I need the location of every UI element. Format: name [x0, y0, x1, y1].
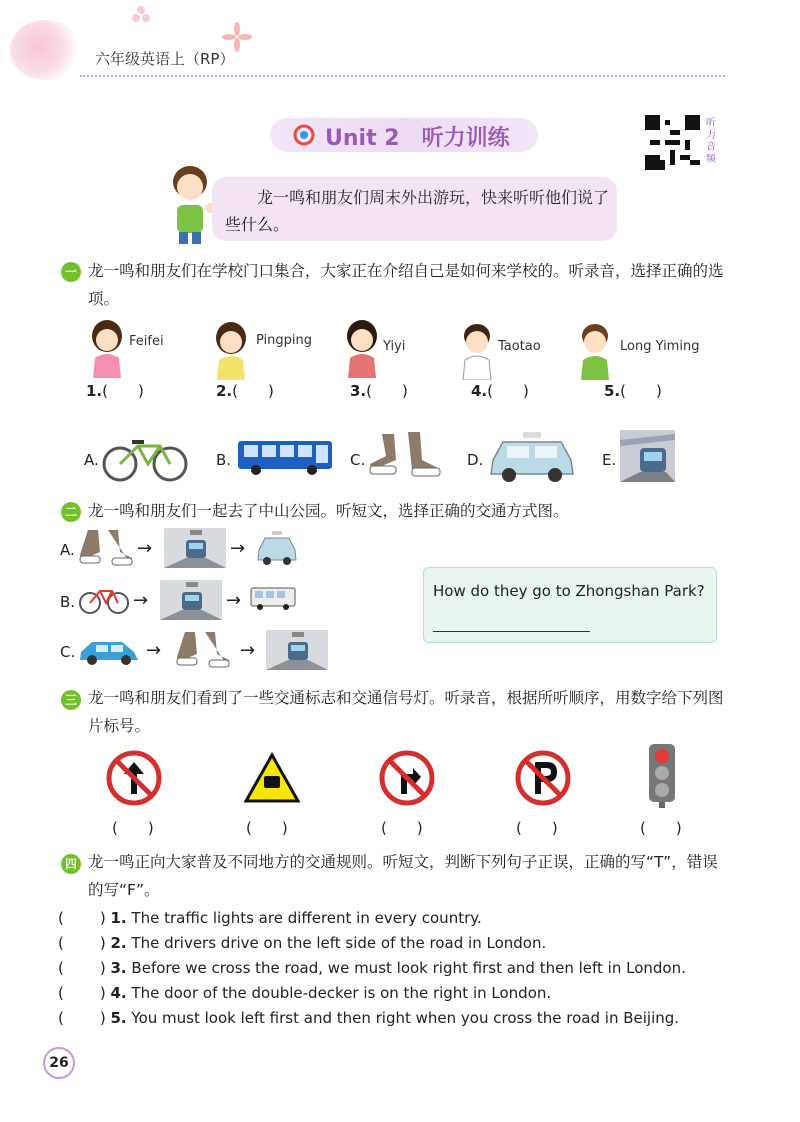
option-letter: E. [602, 451, 617, 469]
sign-answer-slot-2[interactable]: ( ) [246, 819, 288, 837]
option-letter: D. [467, 451, 484, 469]
no-right-turn-sign-icon [379, 750, 435, 806]
girl-pingping-icon [212, 320, 250, 380]
boy-longyiming-icon [576, 320, 614, 380]
person-name: Feifei [129, 334, 164, 349]
sign-answer-slot-4[interactable]: ( ) [516, 819, 558, 837]
arrow-right-icon: → [226, 590, 242, 611]
question-text: How do they go to Zhongshan Park? [433, 582, 705, 600]
section-1-instruction: 龙一鸣和朋友们在学校门口集合，大家正在介绍自己是如何来学校的。听录音，选择正确的选项。 [88, 262, 724, 308]
sign-answer-slot-5[interactable]: ( ) [640, 819, 682, 837]
taxi-icon [487, 430, 577, 484]
section-4-instruction: 龙一鸣正向大家普及不同地方的交通规则。听短文，判断下列句子正误，正确的写“T”，错误的写“F”。 [88, 853, 718, 899]
person-name: Taotao [498, 339, 541, 354]
walking-feet-icon [78, 528, 134, 568]
option-letter: B. [216, 451, 232, 469]
tf-answer-slot[interactable]: ( ) [58, 984, 106, 1002]
tf-answer-slot[interactable]: ( ) [58, 959, 106, 977]
headphones-icon [290, 124, 318, 146]
walking-feet-icon [368, 430, 443, 482]
car-icon [78, 634, 140, 666]
section-1-badge: 一 [61, 262, 81, 282]
page-number: 26 [43, 1047, 75, 1079]
boy-avatar-icon [163, 160, 218, 245]
walking-feet-icon [175, 630, 231, 670]
answer-line[interactable] [433, 631, 590, 632]
bus-icon [250, 586, 296, 612]
unit-title-cn: 听力训练 [421, 126, 510, 151]
subway-train-icon [160, 580, 222, 620]
sign-answer-slot-3[interactable]: ( ) [381, 819, 423, 837]
arrow-right-icon: → [240, 640, 256, 661]
tf-item-5: ( ) 5. You must look left first and then right when you cross the road in Beijing. [58, 1009, 680, 1027]
traffic-light-icon [643, 742, 681, 808]
section-2-badge: 二 [61, 502, 81, 522]
unit-title-en: Unit 2 [325, 126, 400, 151]
answer-slot-2[interactable]: 2.( ) [216, 382, 274, 400]
bicycle-icon [78, 583, 130, 615]
answer-slot-5[interactable]: 5.( ) [604, 382, 662, 400]
caution-sign-icon [244, 752, 300, 804]
tf-answer-slot[interactable]: ( ) [58, 1009, 106, 1027]
tf-item-4: ( ) 4. The door of the double-decker is on the right in London. [58, 984, 552, 1002]
arrow-right-icon: → [146, 640, 162, 661]
option-letter: A. [60, 541, 75, 559]
person-name: Pingping [256, 333, 313, 348]
answer-slot-4[interactable]: 4.( ) [471, 382, 529, 400]
taxi-icon [256, 530, 298, 566]
flower-icon [130, 4, 152, 26]
section-3-instruction: 龙一鸣和朋友们看到了一些交通标志和交通信号灯。听录音，根据所听顺序，用数字给下列图片标号。 [88, 689, 724, 735]
tf-answer-slot[interactable]: ( ) [58, 909, 106, 927]
boy-taotao-icon [458, 320, 496, 380]
option-letter: B. [60, 593, 76, 611]
tf-item-2: ( ) 2. The drivers drive on the left side of the road in London. [58, 934, 547, 952]
tf-item-3: ( ) 3. Before we cross the road, we must look right first and then left in London. [58, 959, 686, 977]
girl-feifei-icon [88, 318, 126, 378]
tf-answer-slot[interactable]: ( ) [58, 934, 106, 952]
header-divider [80, 75, 725, 77]
option-letter: A. [84, 451, 99, 469]
bus-icon [236, 437, 334, 477]
subway-train-icon [164, 528, 226, 568]
option-letter: C. [60, 643, 76, 661]
subway-train-icon [266, 630, 328, 670]
arrow-right-icon: → [133, 590, 149, 611]
bicycle-icon [100, 432, 190, 482]
intro-text: 龙一鸣和朋友们周末外出游玩，快来听听他们说了些什么。 [225, 188, 610, 234]
section-2-instruction: 龙一鸣和朋友们一起去了中山公园。听短文，选择正确的交通方式图。 [88, 502, 569, 520]
person-name: Yiyi [383, 339, 406, 354]
no-parking-sign-icon [515, 750, 571, 806]
answer-slot-1[interactable]: 1.( ) [86, 382, 144, 400]
section-3-badge: 三 [61, 690, 81, 710]
person-name: Long Yiming [620, 339, 700, 354]
book-title: 六年级英语上（RP） [95, 50, 235, 68]
sign-answer-slot-1[interactable]: ( ) [112, 819, 154, 837]
blossom-decoration [10, 20, 80, 80]
girl-yiyi-icon [343, 318, 381, 378]
option-letter: C. [350, 451, 366, 469]
no-straight-sign-icon [106, 750, 162, 806]
section-4-badge: 四 [61, 854, 81, 874]
arrow-right-icon: → [137, 538, 153, 559]
qr-label: 听力音频 [706, 118, 716, 165]
subway-train-icon [620, 430, 675, 482]
unit-title [325, 121, 510, 152]
arrow-right-icon: → [230, 538, 246, 559]
qr-code-icon[interactable] [645, 115, 700, 170]
answer-slot-3[interactable]: 3.( ) [350, 382, 408, 400]
tf-item-1: ( ) 1. The traffic lights are different in every country. [58, 909, 482, 927]
